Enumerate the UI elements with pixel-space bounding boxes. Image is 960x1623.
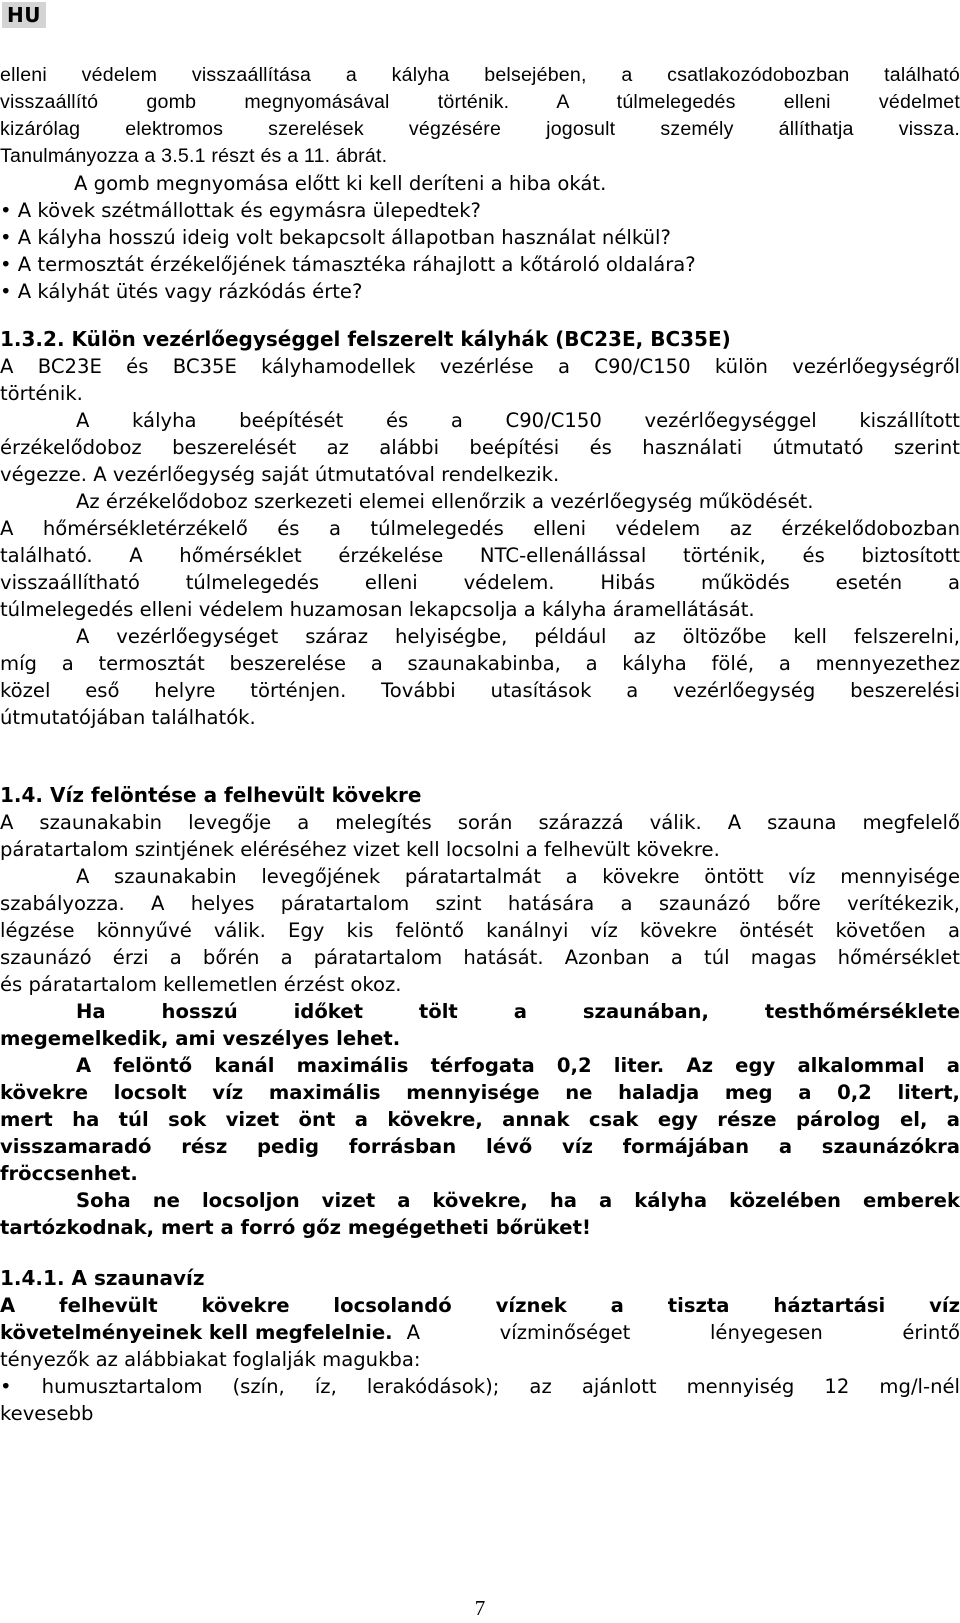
text-line: A vezérlőegységet száraz helyiségbe, például az öltözőbe kell felszerelni,	[76, 625, 960, 648]
check-list	[0, 170, 960, 305]
text-line: visszaállító gomb megnyomásával történik. A túlmelegedés elleni védelmet	[0, 91, 960, 113]
text-line: szabályozza. A helyes páratartalom szint hatására a szaunázó bőre verítékezik,	[0, 892, 960, 915]
list-item: • A kövek szétmállottak és egymásra ülepedtek?	[0, 197, 960, 224]
warning-line: mert ha túl sok vizet önt a kövekre, annak csak egy része párolog el, a	[0, 1108, 960, 1131]
text-line: A felhevült kövekre locsolandó víznek a tiszta háztartási víz	[0, 1294, 960, 1317]
document-body	[0, 62, 960, 1427]
text-line: végezze. A vezérlőegység saját útmutatóval rendelkezik.	[0, 463, 560, 486]
text-line: kevesebb	[0, 1402, 94, 1425]
warning-line: kövekre locsolt víz maximális mennyisége ne haladja meg a 0,2 litert,	[0, 1081, 960, 1104]
text-fragment: követelményeinek kell megfelelnie.	[0, 1321, 393, 1344]
list-item: • A kályhát ütés vagy rázkódás érte?	[0, 278, 960, 305]
text-line: A szaunakabin levegője a melegítés során szárazzá válik. A szauna megfelelő	[0, 811, 960, 834]
section-heading: 1.4.1. A szaunavíz	[0, 1266, 205, 1290]
text-line: A szaunakabin levegőjének páratartalmát a kövekre öntött víz mennyisége	[76, 865, 960, 888]
text-line: A hőmérsékletérzékelő és a túlmelegedés elleni védelem az érzékelődobozban	[0, 517, 960, 540]
text-line: található. A hőmérséklet érzékelése NTC-ellenállással történik, és biztosított	[0, 544, 960, 567]
text-line: A kályha beépítését és a C90/C150 vezérlőegységgel kiszállított	[76, 409, 960, 432]
text-line: kizárólag elektromos szerelések végzésére jogosult személy állíthatja vissza.	[0, 118, 960, 140]
text-line: páratartalom szintjének eléréséhez vizet kell locsolni a felhevült kövekre.	[0, 838, 720, 861]
list-item: • A kályha hosszú ideig volt bekapcsolt állapotban használat nélkül?	[0, 224, 960, 251]
language-badge: HU	[2, 2, 46, 28]
text-line	[0, 1319, 960, 1346]
text-line: túlmelegedés elleni védelem huzamosan lekapcsolja a kályha áramellátását.	[0, 598, 755, 621]
warning-line: Ha hosszú időket tölt a szaunában, testhőmérséklete	[76, 1000, 960, 1023]
text-line: szaunázó érzi a bőrén a páratartalom hatását. Azonban a túl magas hőmérséklet	[0, 946, 960, 969]
warning-line: visszamaradó rész pedig forrásban lévő víz formájában a szaunázókra	[0, 1135, 960, 1158]
warning-line: A felöntő kanál maximális térfogata 0,2 liter. Az egy alkalommal a	[76, 1054, 960, 1077]
text-line: történik.	[0, 382, 83, 405]
page-number: 7	[474, 1596, 486, 1620]
list-item: • humusztartalom (szín, íz, lerakódások); az ajánlott mennyiség 12 mg/l-nél	[0, 1373, 960, 1400]
check-intro: A gomb megnyomása előtt ki kell deríteni a hiba okát.	[74, 172, 607, 195]
text-line: Az érzékelődoboz szerkezeti elemei ellenőrzik a vezérlőegység működését.	[76, 490, 814, 513]
warning-line: megemelkedik, ami veszélyes lehet.	[0, 1027, 401, 1050]
section-1-3-2	[0, 326, 960, 731]
text-line: elleni védelem visszaállítása a kályha belsejében, a csatlakozódobozban található	[0, 64, 960, 86]
text-line: A BC23E és BC35E kályhamodellek vezérlése a C90/C150 külön vezérlőegységről	[0, 355, 960, 378]
text-line: Tanulmányozza a 3.5.1 részt és a 11. ábrát.	[0, 145, 388, 167]
list-item: • A termosztát érzékelőjének támasztéka ráhajlott a kőtároló oldalára?	[0, 251, 960, 278]
section-1-4	[0, 782, 960, 1241]
text-line: útmutatójában találhatók.	[0, 706, 256, 729]
text-line: és páratartalom kellemetlen érzést okoz.	[0, 973, 402, 996]
text-fragment: A vízminőséget lényegesen érintő	[406, 1321, 960, 1344]
text-line: légzése könnyűvé válik. Egy kis felöntő kanálnyi víz kövekre öntését követően a	[0, 919, 960, 942]
warning-line: Soha ne locsoljon vizet a kövekre, ha a kályha közelében emberek	[76, 1189, 960, 1212]
intro-paragraph	[0, 62, 960, 170]
text-line: érzékelődoboz beszerelését az alábbi beépítési és használati útmutató szerint	[0, 436, 960, 459]
text-line: visszaállítható túlmelegedés elleni védelem. Hibás működés esetén a	[0, 571, 960, 594]
warning-line: tartózkodnak, mert a forró gőz megégetheti bőrüket!	[0, 1216, 591, 1239]
text-line: közel eső helyre történjen. További utasítások a vezérlőegység beszerelési	[0, 679, 960, 702]
section-heading: 1.3.2. Külön vezérlőegységgel felszerelt kályhák (BC23E, BC35E)	[0, 327, 731, 351]
text-line: míg a termosztát beszerelése a szaunakabinba, a kályha fölé, a mennyezethez	[0, 652, 960, 675]
warning-line: fröccsenhet.	[0, 1162, 138, 1185]
text-line: tényezők az alábbiakat foglalják magukba:	[0, 1348, 421, 1371]
section-heading: 1.4. Víz felöntése a felhevült kövekre	[0, 783, 422, 807]
section-1-4-1	[0, 1265, 960, 1427]
